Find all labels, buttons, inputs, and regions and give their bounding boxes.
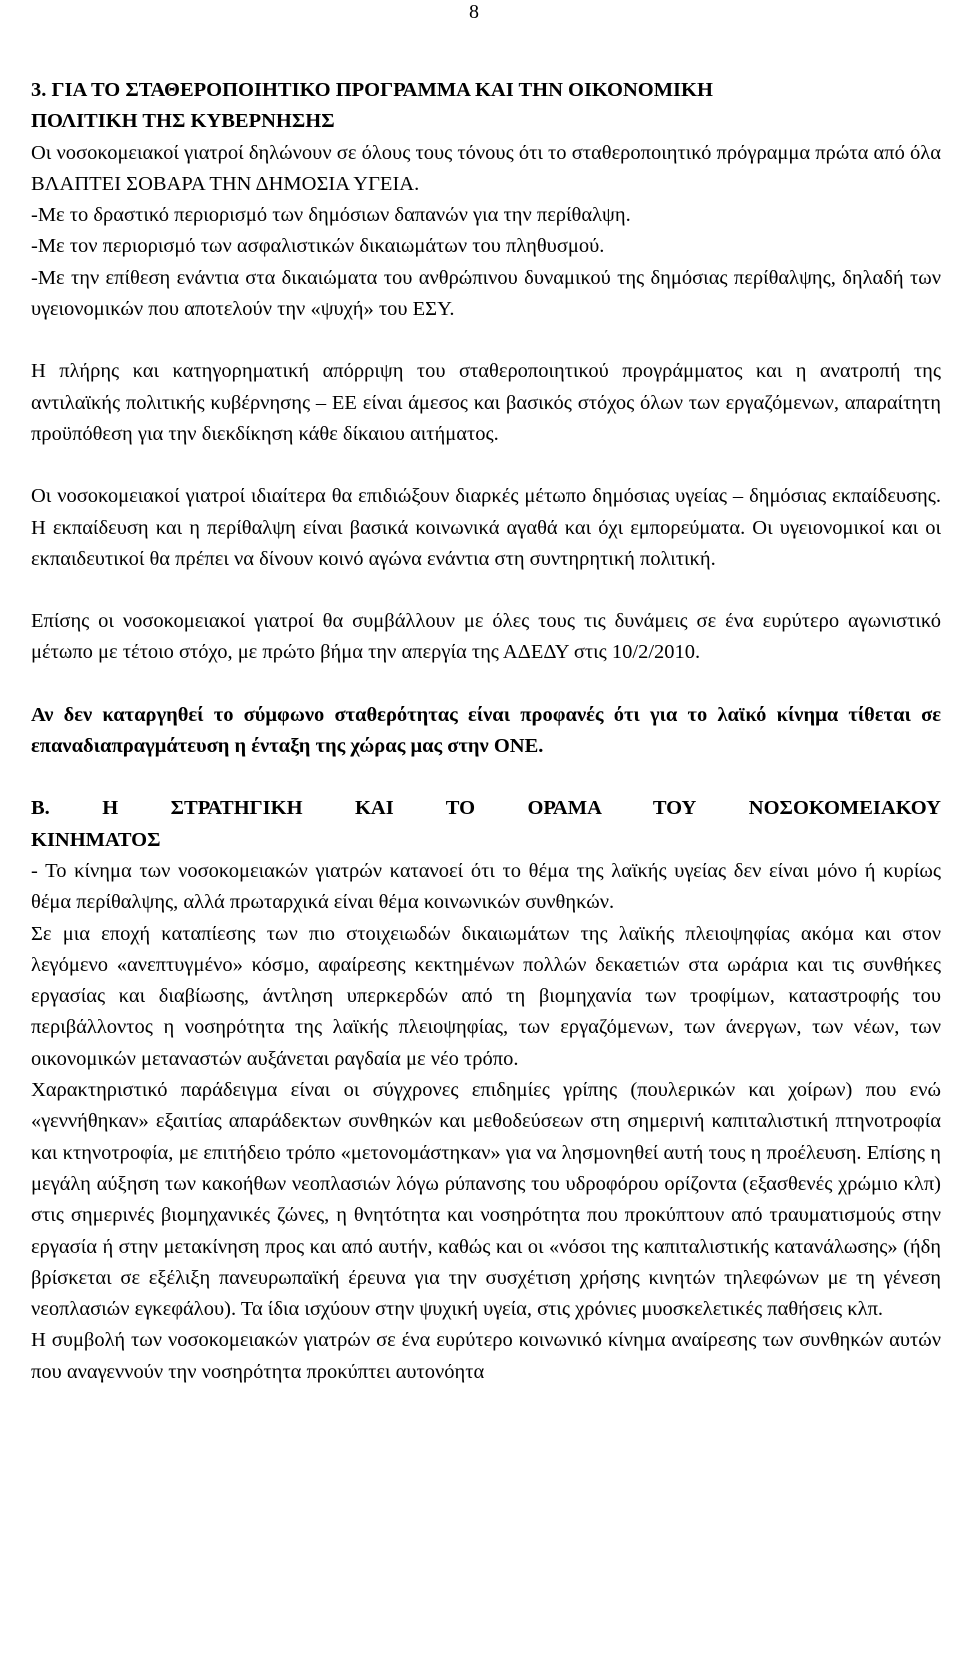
paragraph-oppression-era: Σε μια εποχή καταπίεσης των πιο στοιχειωδών δικαιωμάτων της λαϊκής πλειοψηφίας ακόμα και στον λεγόμενο «ανεπτυγμένο» κόσμο, αφαίρεσης κεκτημένων πολλών δεκαετιών στα ωράρια και τις συνθήκες εργασίας και διαβίωσης, άντληση υπερκερδών από τη βιομηχανία των τροφίμων, καταστροφής του περιβάλλοντος η νοσηρότητα της λαϊκής πλειοψηφίας, των εργαζόμενων, των άνεργων, των νέων, των οικονομικών μεταναστών αυξάνεται ραγδαία με νέο τρόπο. — [31, 922, 941, 1070]
bullet-personnel: -Με την επίθεση ενάντια στα δικαιώματα του ανθρώπινου δυναμικού της δημόσιας περίθαλψης, δηλαδή των υγειονομικών που αποτελούν την «ψυχή» του ΕΣΥ. — [31, 266, 941, 321]
paragraph-health-education-front: Οι νοσοκομειακοί γιατροί ιδιαίτερα θα επιδιώξουν διαρκές μέτωπο δημόσιας υγείας – δημόσιας εκπαίδευσης. Η εκπαίδευση και η περίθαλψη είναι βασικά κοινωνικά αγαθά και όχι εμπορεύματα. Οι υγειονομικοί και οι εκπαιδευτικοί θα πρέπει να δίνουν κοινό αγώνα ενάντια στη συντηρητική πολιτική. — [31, 485, 941, 570]
section3-heading-line1: 3. ΓΙΑ ΤΟ ΣΤΑΘΕΡΟΠΟΙΗΤΙΚΟ ΠΡΟΓΡΑΜΜΑ ΚΑΙ ΤΗΝ ΟΙΚΟΝΟΜΙΚΗ — [31, 79, 713, 101]
page-number: 8 — [469, 1, 479, 23]
section3-heading-line2: ΠΟΛΙΤΙΚΗ ΤΗΣ ΚΥΒΕΡΝΗΣΗΣ — [31, 110, 335, 133]
sectionB-heading-line2: ΚΙΝΗΜΑΤΟΣ — [31, 828, 161, 851]
bullet-insurance: -Με τον περιορισμό των ασφαλιστικών δικαιωμάτων του πληθυσμού. — [31, 235, 605, 258]
paragraph-epidemics-example: Χαρακτηριστικό παράδειγμα είναι οι σύγχρονες επιδημίες γρίπης (πουλερικών και χοίρων) που ενώ «γεννήθηκαν» εξαιτίας απαράδεκτων συνθηκών και μεθοδεύσεων στη σημερινή καπιταλιστική πτηνοτροφία και κτηνοτροφία, με επιτήδειο τρόπο «μετονομάστηκαν» για να λησμονηθεί αυτή τους η προέλευση. Επίσης η μεγάλη αύξηση των κακοήθων νεοπλασιών λόγω ρύπανσης του υδροφόρου ορίζοντα (εξασθενές χρώμιο κλπ) στις σημερινές βιομηχανικές ζώνες, η θνητότητα και νοσηρότητα που προκύπτουν από τραυματισμούς στην εργασία ή στην μετακίνηση προς και από αυτήν, καθώς και οι «νόσοι της καπιταλιστικής κατανάλωσης» (ήδη βρίσκεται σε εξέλιξη πανευρωπαϊκή έρευνα για την συσχέτιση χρήσης κινητών τηλεφώνων με τη γένεση νεοπλασιών εγκεφάλου). Τα ίδια ισχύουν στην ψυχική υγεία, στις χρόνιες μυοσκελετικές παθήσεις κλπ. — [31, 1079, 941, 1321]
section3-intro: Οι νοσοκομειακοί γιατροί δηλώνουν σε όλους τους τόνους ότι το σταθεροποιητικό πρόγραμμα πρώτα από όλα ΒΛΑΠΤΕΙ ΣΟΒΑΡΑ ΤΗΝ ΔΗΜΟΣΙΑ ΥΓΕΙΑ. — [31, 141, 941, 195]
paragraph-rejection: Η πλήρης και κατηγορηματική απόρριψη του σταθεροποιητικού προγράμματος και η ανατροπή της αντιλαϊκής πολιτικής κυβέρνησης – ΕΕ είναι άμεσος και βασικός στόχος όλων των εργαζόμενων, απαραίτητη προϋπόθεση για την διεκδίκηση κάθε δίκαιου αιτήματος. — [31, 360, 941, 445]
paragraph-strike: Επίσης οι νοσοκομειακοί γιατροί θα συμβάλλουν με όλες τους τις δυνάμεις σε ένα ευρύτερο αγωνιστικό μέτωπο με τέτοιο στόχο, με πρώτο βήμα την απεργία της ΑΔΕΔΥ στις 10/2/2010. — [31, 610, 941, 664]
section3-heading — [31, 75, 941, 138]
paragraph-contribution: Η συμβολή των νοσοκομειακών γιατρών σε ένα ευρύτερο κοινωνικό κίνημα αναίρεσης των συνθηκών αυτών που αναγεννούν την νοσηρότητα προκύπτει αυτονόητα — [31, 1329, 941, 1383]
document-body — [31, 75, 941, 1388]
bullet-spending: -Με το δραστικό περιορισμό των δημόσιων δαπανών για την περίθαλψη. — [31, 204, 631, 227]
sectionB-heading — [31, 793, 941, 856]
paragraph-social-conditions: - Το κίνημα των νοσοκομειακών γιατρών κατανοεί ότι το θέμα της λαϊκής υγείας δεν είναι μόνο ή κυρίως θέμα περίθαλψης, αλλά πρωταρχικά είναι θέμα κοινωνικών συνθηκών. — [31, 859, 941, 914]
sectionB-heading-line1: Β. Η ΣΤΡΑΤΗΓΙΚΗ ΚΑΙ ΤΟ ΟΡΑΜΑ ΤΟΥ ΝΟΣΟΚΟΜΕΙΑΚΟΥ — [31, 797, 941, 820]
paragraph-stability-pact: Αν δεν καταργηθεί το σύμφωνο σταθερότητας είναι προφανές ότι για το λαϊκό κίνημα τίθεται σε επαναδιαπραγμάτευση η ένταξη της χώρας μας στην ΟΝΕ. — [31, 703, 941, 758]
